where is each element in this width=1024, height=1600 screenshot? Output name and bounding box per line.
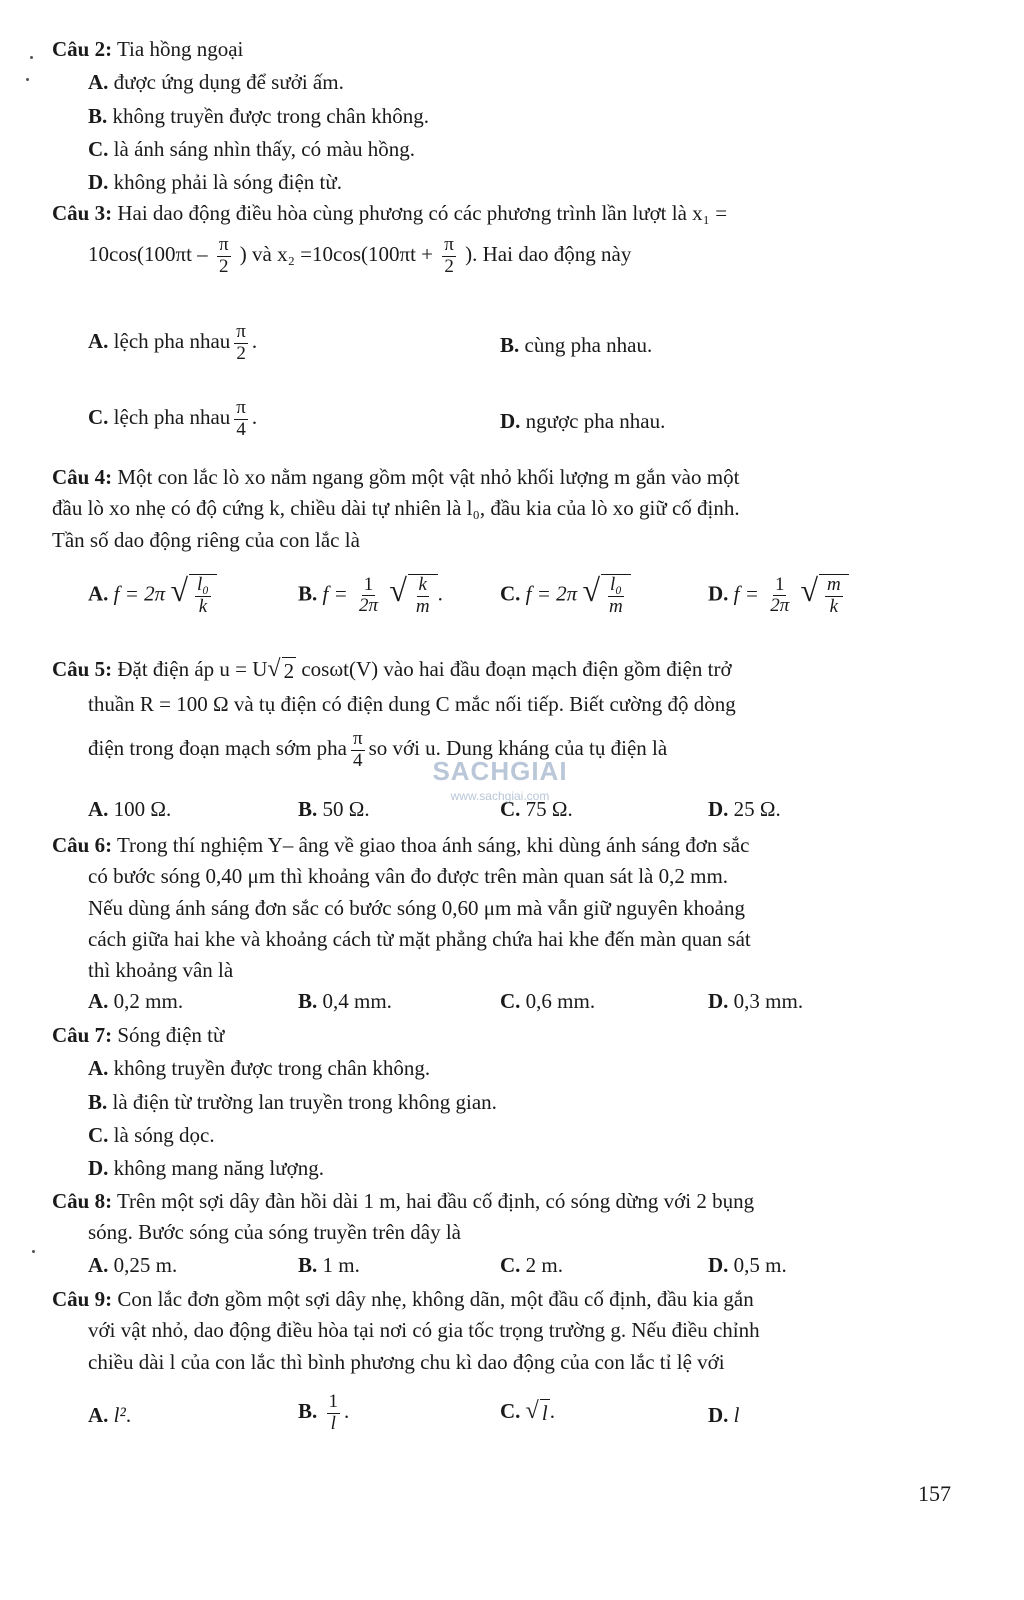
option-d: D. không mang năng lượng.: [88, 1156, 324, 1181]
question-8: Câu 8: Trên một sợi dây đàn hồi dài 1 m, hai đầu cố định, có sóng dừng với 2 bụng sóng. Bước sóng của sóng truyền trên dây là: [52, 1189, 755, 1245]
option-a: A. lệch pha nhau $\frac{\pi}{2}$ .: [88, 321, 258, 364]
fraction: $\frac{\pi}{2}$: [444, 234, 454, 278]
question-3: [52, 200, 972, 278]
option-b: B. f = $\frac{1}{2\pi}$ √ $\frac{k}{m}$ .: [298, 572, 443, 617]
option-a: A. 0,2 mm.: [88, 989, 184, 1013]
option-b: B. không truyền được trong chân không.: [88, 103, 429, 128]
option-c: C. 75 Ω.: [500, 797, 573, 821]
option-d: D. l: [708, 1403, 740, 1427]
square-root: √ $\frac{\text{l₀}}{m}$: [582, 574, 630, 618]
square-root: √ l: [526, 1399, 550, 1427]
question-4: Câu 4: Một con lắc lò xo nằm ngang gồm một vật nhỏ khối lượng m gắn vào một đầu lò xo nhẹ có độ cứng k, chiều dài tự nhiên là l₀, đầu kia của lò xo giữ cố định. Tần số dao động riêng của con lắc là: [52, 465, 740, 552]
question-number: Câu 7:: [52, 1023, 113, 1047]
margin-dot: [32, 1250, 35, 1253]
option-b: B. 50 Ω.: [298, 797, 370, 821]
question-stem: Hai dao động điều hòa cùng phương có các phương trình lần lượt là x₁ =: [117, 201, 728, 225]
question-3-options-row-2: [88, 398, 988, 448]
option-a: A. 100 Ω.: [88, 797, 172, 821]
question-number: Câu 9:: [52, 1287, 113, 1311]
question-number: Câu 4:: [52, 465, 113, 489]
option-d: D. f = $\frac{1}{2\pi}$ √ $\frac{m}{k}$: [708, 574, 849, 618]
option-d: D. không phải là sóng điện từ.: [88, 170, 343, 195]
option-d: D. 0,5 m.: [708, 1253, 787, 1277]
question-6: Câu 6: Trong thí nghiệm Y– âng về giao thoa ánh sáng, khi dùng ánh sáng đơn sắc có bước sóng 0,40 μm thì khoảng vân đo được trên màn quan sát là 0,2 mm. Nếu dùng ánh sáng đơn sắc có bước sóng 0,60 μm mà vẫn giữ nguyên khoảng cách giữa hai khe và khoảng cách từ mặt phẳng chứa hai khe đến màn quan sát thì khoảng vân là: [52, 833, 751, 983]
option-c: C. lệch pha nhau $\frac{\pi}{4}$ .: [88, 397, 258, 440]
question-4-options: [88, 574, 988, 644]
option-c: C. 0,6 mm.: [500, 989, 596, 1013]
square-root: √ $\frac{k}{m}$: [389, 574, 437, 618]
question-3-options-row-1: [88, 322, 988, 372]
option-c: C. là ánh sáng nhìn thấy, có màu hồng.: [88, 136, 415, 161]
option-c: C. là sóng dọc.: [88, 1122, 215, 1147]
equation-line: 10cos(100πt – $\frac{\pi}{2}$ ) và x₂ =10cos(100πt + $\frac{\pi}{2}$ ). Hai dao động này: [88, 234, 632, 278]
option-b: B. là điện từ trường lan truyền trong không gian.: [88, 1089, 497, 1114]
square-root: √ $\frac{\text{l₀}}{k}$: [170, 574, 216, 618]
question-5: Câu 5: Đặt điện áp u = U √ 2 cosωt(V) vào hai đầu đoạn mạch điện gồm điện trở thuần R = 100 Ω và tụ điện có điện dung C mắc nối tiếp. Biết cường độ dòng điện trong đoạn mạch sớm pha $\frac{\pi}{4}$ so với u. Dung kháng của tụ điện là: [52, 656, 736, 771]
question-stem: Tia hồng ngoại: [116, 37, 244, 61]
square-root: √ $\frac{m}{k}$: [800, 574, 848, 618]
question-number: Câu 6:: [52, 833, 113, 857]
option-c: C. √ l .: [500, 1398, 555, 1427]
page-number: 157: [918, 1481, 951, 1506]
option-b: B. $\frac{1}{l}$ .: [298, 1391, 350, 1434]
option-a: A. f = 2π √ $\frac{\text{l₀}}{k}$: [88, 574, 217, 618]
option-a: A. được ứng dụng để sưởi ấm.: [88, 70, 344, 95]
question-number: Câu 3:: [52, 201, 113, 225]
watermark: [400, 755, 600, 804]
option-a: A. không truyền được trong chân không.: [88, 1056, 431, 1081]
question-number: Câu 8:: [52, 1189, 113, 1213]
option-a: A. l².: [88, 1403, 132, 1427]
option-d: D. ngược pha nhau.: [500, 409, 666, 433]
question-stem: Sóng điện từ: [117, 1023, 225, 1047]
watermark-logo: SACHGIAI: [432, 756, 568, 786]
option-b: B. cùng pha nhau.: [500, 333, 653, 357]
square-root: √ 2: [267, 657, 296, 685]
option-a: A. 0,25 m.: [88, 1253, 178, 1277]
margin-dot: [26, 78, 29, 81]
option-b: B. 1 m.: [298, 1253, 360, 1277]
question-2: [52, 36, 972, 196]
question-number: Câu 5:: [52, 657, 113, 681]
question-7: [52, 1022, 972, 1182]
question-number: Câu 2:: [52, 37, 113, 61]
option-c: C. f = 2π √ $\frac{\text{l₀}}{m}$: [500, 574, 631, 618]
option-d: D. 0,3 mm.: [708, 989, 804, 1013]
option-b: B. 0,4 mm.: [298, 989, 392, 1013]
question-9: Câu 9: Con lắc đơn gồm một sợi dây nhẹ, không dãn, một đầu cố định, đầu kia gắn với vật nhỏ, dao động điều hòa tại nơi có gia tốc trọng trường g. Nếu điều chỉnh chiều dài l của con lắc thì bình phương chu kì dao động của con lắc tỉ lệ với: [52, 1287, 760, 1374]
watermark-url: www.sachgiai.com: [450, 788, 550, 803]
option-d: D. 25 Ω.: [708, 797, 781, 821]
question-9-options: [88, 1392, 988, 1452]
option-c: C. 2 m.: [500, 1253, 564, 1277]
fraction: $\frac{\pi}{2}$: [218, 234, 229, 278]
margin-dot: [30, 56, 33, 59]
